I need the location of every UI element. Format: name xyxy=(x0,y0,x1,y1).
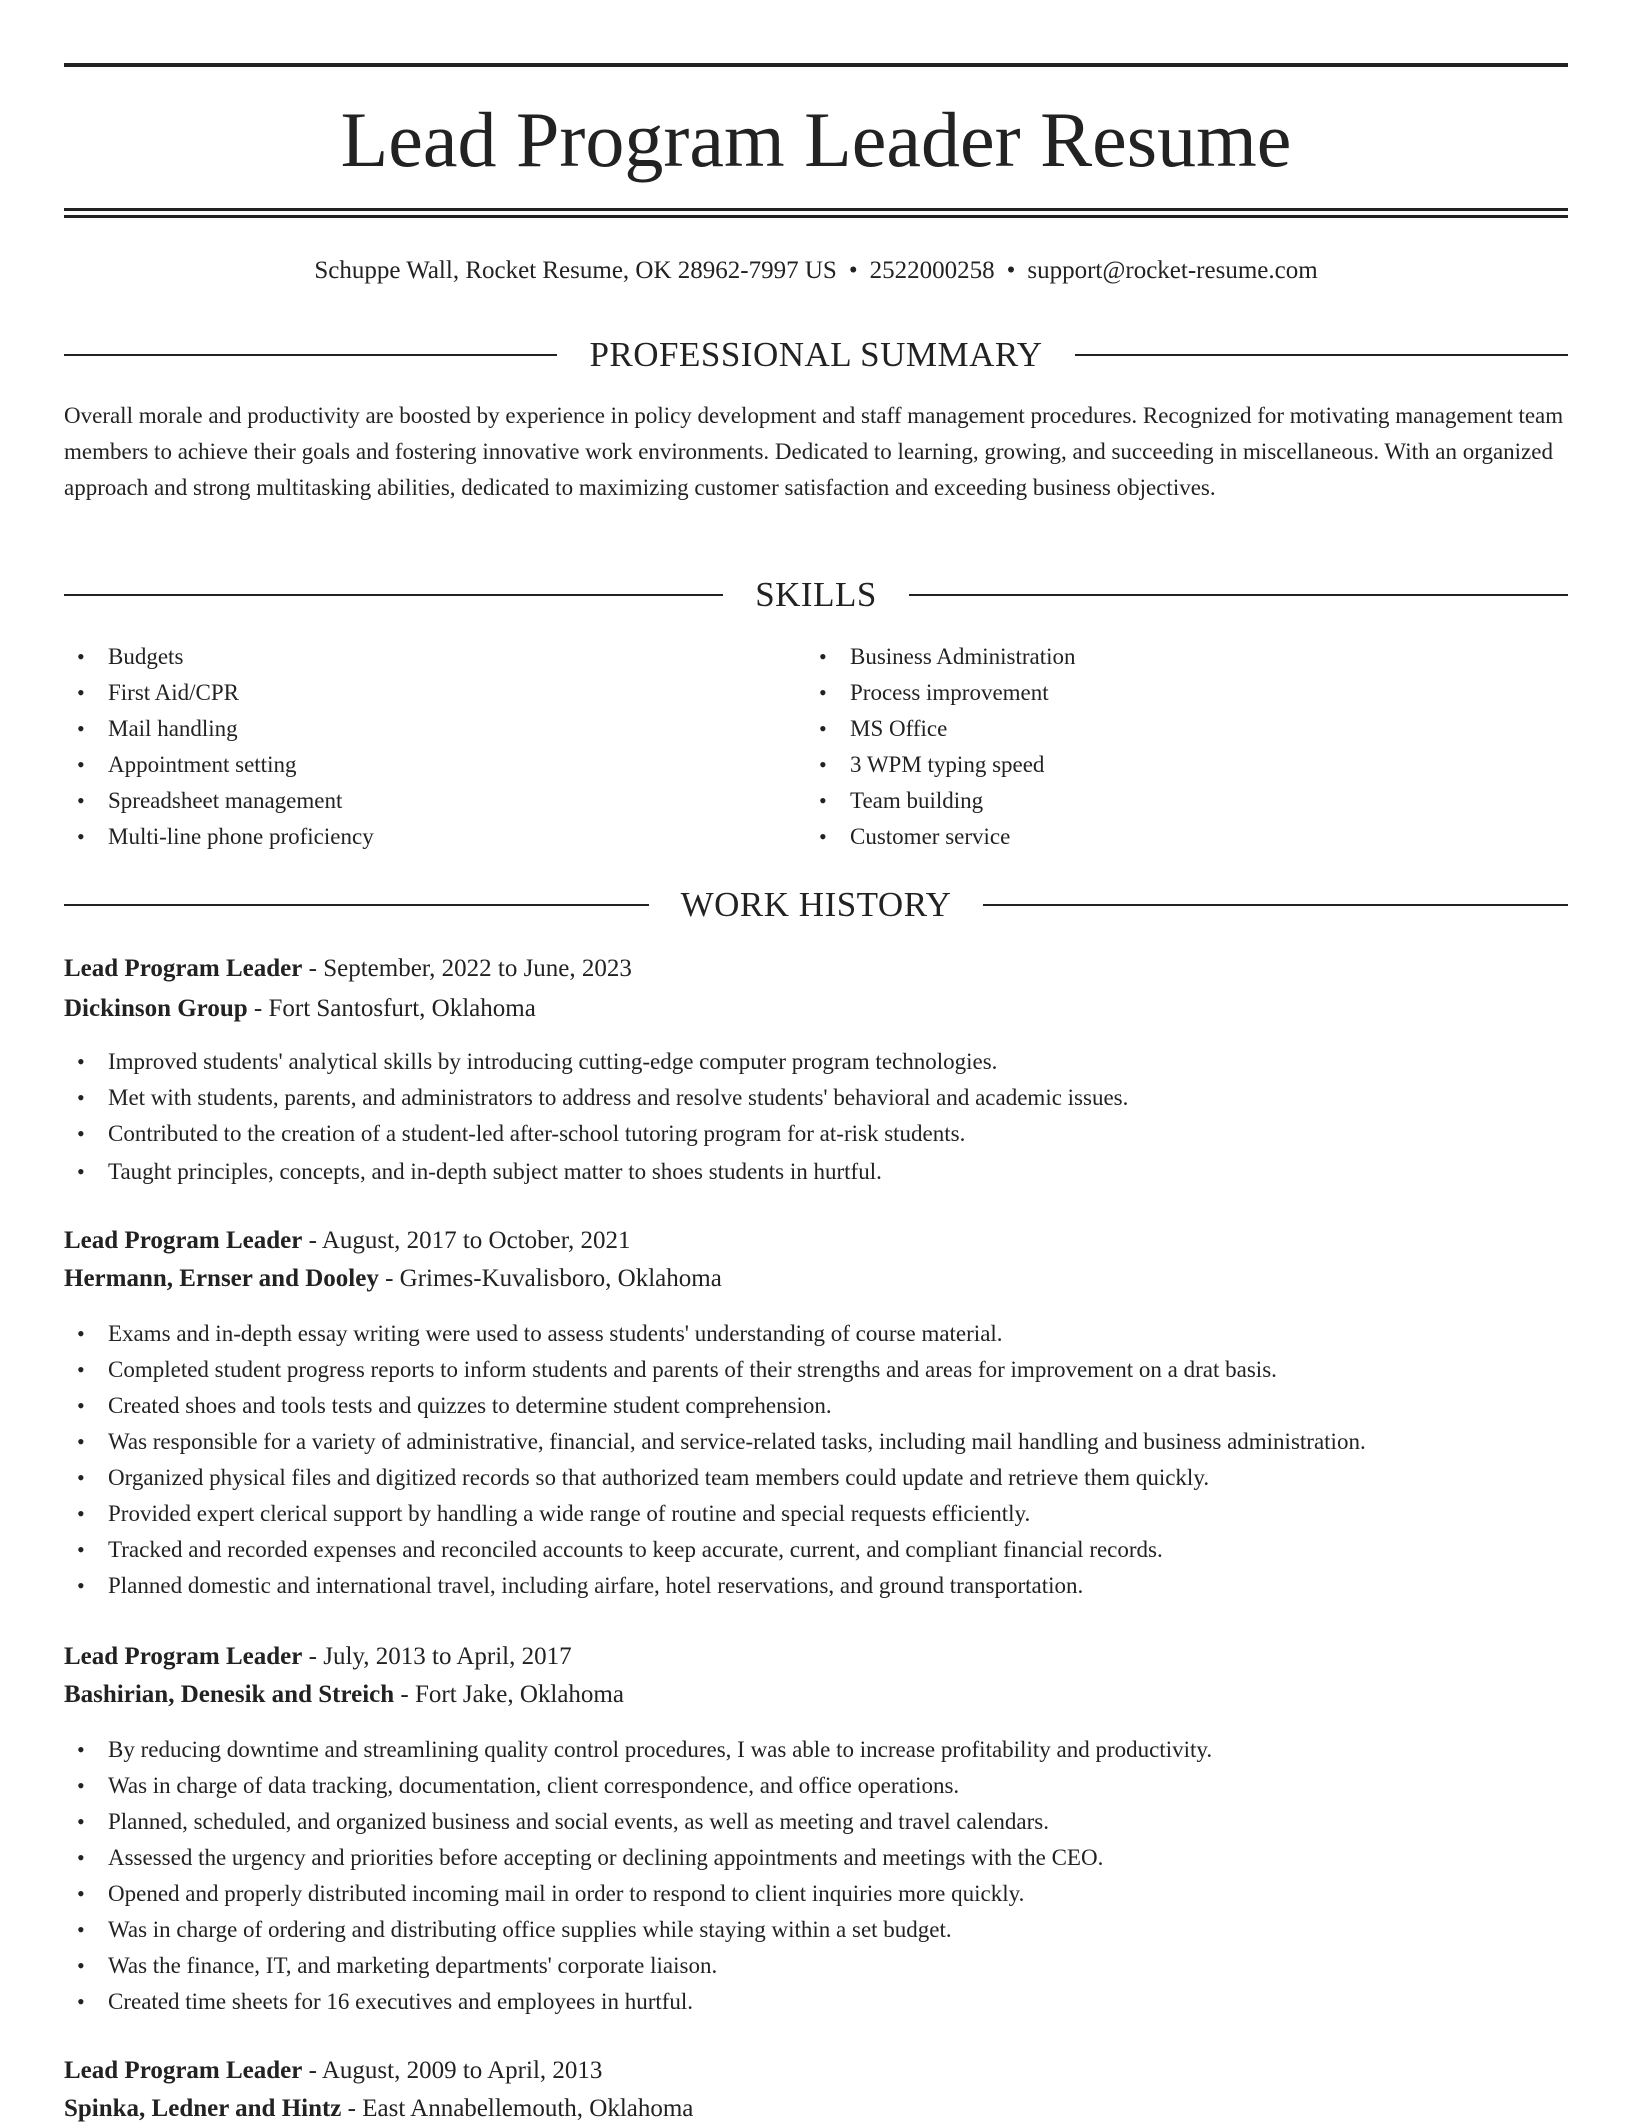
job-title: Lead Program Leader xyxy=(64,2057,303,2084)
skill-item: • Mail handling xyxy=(64,711,764,747)
top-rule xyxy=(64,63,1568,67)
job-bullet: • Was responsible for a variety of administrative, financial, and service-related tasks, including mail handling and business administration. xyxy=(64,1424,1568,1460)
skill-item: • Spreadsheet management xyxy=(64,783,764,819)
summary-heading xyxy=(64,335,1568,375)
job-title-line xyxy=(64,951,1568,987)
job-company: Hermann, Ernser and Dooley xyxy=(64,1265,379,1292)
job-location: - Fort Jake, Oklahoma xyxy=(394,1681,624,1708)
heading-rule-right xyxy=(909,594,1568,596)
job-bullet: • Planned domestic and international travel, including airfare, hotel reservations, and ground transportation. xyxy=(64,1568,1568,1604)
job-location: - East Annabellemouth, Oklahoma xyxy=(341,2095,694,2122)
job-title: Lead Program Leader xyxy=(64,1643,303,1670)
heading-rule-left xyxy=(64,354,557,356)
job-bullet: • Improved students' analytical skills by introducing cutting-edge computer program technologies. xyxy=(64,1044,1568,1080)
heading-rule-left xyxy=(64,904,649,906)
skill-item: • Team building xyxy=(806,783,1506,819)
contact-separator: • xyxy=(848,257,858,284)
skill-item: • First Aid/CPR xyxy=(64,675,764,711)
job-title: Lead Program Leader xyxy=(64,1227,303,1254)
skill-item: • Process improvement xyxy=(806,675,1506,711)
job-dates: - September, 2022 to June, 2023 xyxy=(302,955,632,982)
job-bullets xyxy=(64,1044,1568,1190)
job-bullet: • Completed student progress reports to inform students and parents of their strengths and areas for improvement on a drat basis. xyxy=(64,1352,1568,1388)
job-title-line xyxy=(64,2053,1568,2089)
job-bullet: • By reducing downtime and streamlining quality control procedures, I was able to increase profitability and productivity. xyxy=(64,1732,1568,1768)
work-history-heading xyxy=(64,885,1568,925)
job-bullet: • Was in charge of ordering and distributing office supplies while staying within a set budget. xyxy=(64,1912,1568,1948)
work-history-heading-label: WORK HISTORY xyxy=(680,885,952,924)
job-bullet: • Assessed the urgency and priorities before accepting or declining appointments and meetings with the CEO. xyxy=(64,1840,1568,1876)
skills-heading-label: SKILLS xyxy=(755,575,877,614)
job-dates: - August, 2017 to October, 2021 xyxy=(302,1227,631,1254)
job-bullet: • Created shoes and tools tests and quizzes to determine student comprehension. xyxy=(64,1388,1568,1424)
job-bullet: • Created time sheets for 16 executives and employees in hurtful. xyxy=(64,1984,1568,2020)
skill-item: • Business Administration xyxy=(806,639,1506,675)
heading-rule-left xyxy=(64,594,723,596)
job-dates: - July, 2013 to April, 2017 xyxy=(302,1643,572,1670)
job-bullets xyxy=(64,1316,1568,1604)
contact-separator: • xyxy=(1006,257,1016,284)
summary-heading-label: PROFESSIONAL SUMMARY xyxy=(589,335,1043,374)
job-company: Spinka, Ledner and Hintz xyxy=(64,2095,342,2122)
skill-item: • 3 WPM typing speed xyxy=(806,747,1506,783)
job-bullet: • Taught principles, concepts, and in-depth subject matter to shoes students in hurtful. xyxy=(64,1154,1568,1190)
job-bullet: • Provided expert clerical support by handling a wide range of routine and special requests efficiently. xyxy=(64,1496,1568,1532)
job-title-line xyxy=(64,1639,1568,1675)
job-title: Lead Program Leader xyxy=(64,955,303,982)
resume-title: Lead Program Leader Resume xyxy=(340,96,1292,183)
job-bullet: • Contributed to the creation of a student-led after-school tutoring program for at-risk students. xyxy=(64,1116,1568,1152)
heading-rule-right xyxy=(1075,354,1568,356)
job-bullet: • Opened and properly distributed incoming mail in order to respond to client inquiries more quickly. xyxy=(64,1876,1568,1912)
title-rule-lower xyxy=(64,215,1568,218)
title-rule-upper xyxy=(64,208,1568,211)
job-company-line xyxy=(64,1261,1568,1297)
heading-rule-right xyxy=(983,904,1568,906)
skills-list-left xyxy=(64,639,764,855)
contact-line xyxy=(64,254,1568,288)
job-company: Bashirian, Denesik and Streich xyxy=(64,1681,395,1708)
job-bullet: • Planned, scheduled, and organized business and social events, as well as meeting and travel calendars. xyxy=(64,1804,1568,1840)
job-company: Dickinson Group xyxy=(64,995,248,1022)
job-dates: - August, 2009 to April, 2013 xyxy=(302,2057,603,2084)
contact-address: Schuppe Wall, Rocket Resume, OK 28962-7997 US xyxy=(314,257,837,284)
job-bullet: • Organized physical files and digitized records so that authorized team members could update and retrieve them quickly. xyxy=(64,1460,1568,1496)
job-bullet: • Was the finance, IT, and marketing departments' corporate liaison. xyxy=(64,1948,1568,1984)
job-bullet: • Exams and in-depth essay writing were used to assess students' understanding of course material. xyxy=(64,1316,1568,1352)
skill-item: • Multi-line phone proficiency xyxy=(64,819,764,855)
job-bullet: • Tracked and recorded expenses and reconciled accounts to keep accurate, current, and compliant financial records. xyxy=(64,1532,1568,1568)
skill-item: • Appointment setting xyxy=(64,747,764,783)
skills-list-right xyxy=(806,639,1506,855)
job-company-line xyxy=(64,1677,1568,1713)
job-company-line xyxy=(64,2091,1568,2127)
job-title-line xyxy=(64,1223,1568,1259)
skill-item: • Customer service xyxy=(806,819,1506,855)
job-company-line xyxy=(64,991,1568,1027)
skill-item: • MS Office xyxy=(806,711,1506,747)
job-bullet: • Was in charge of data tracking, documentation, client correspondence, and office operations. xyxy=(64,1768,1568,1804)
job-location: - Fort Santosfurt, Oklahoma xyxy=(247,995,536,1022)
summary-text: Overall morale and productivity are boosted by experience in policy development and staff management procedures. Recognized for motivating management team members to achieve their goals and fostering innovative work environments. Dedicated to learning, growing, and succeeding in miscellaneous. With an organized approach and strong multitasking abilities, dedicated to maximizing customer satisfaction and exceeding business objectives. xyxy=(64,403,1564,500)
contact-phone: 2522000258 xyxy=(869,257,995,284)
job-bullets xyxy=(64,1732,1568,2020)
skills-heading xyxy=(64,575,1568,615)
job-bullet: • Met with students, parents, and administrators to address and resolve students' behavioral and academic issues. xyxy=(64,1080,1568,1116)
contact-email: support@rocket-resume.com xyxy=(1027,257,1318,284)
skill-item: • Budgets xyxy=(64,639,764,675)
job-location: - Grimes-Kuvalisboro, Oklahoma xyxy=(378,1265,722,1292)
